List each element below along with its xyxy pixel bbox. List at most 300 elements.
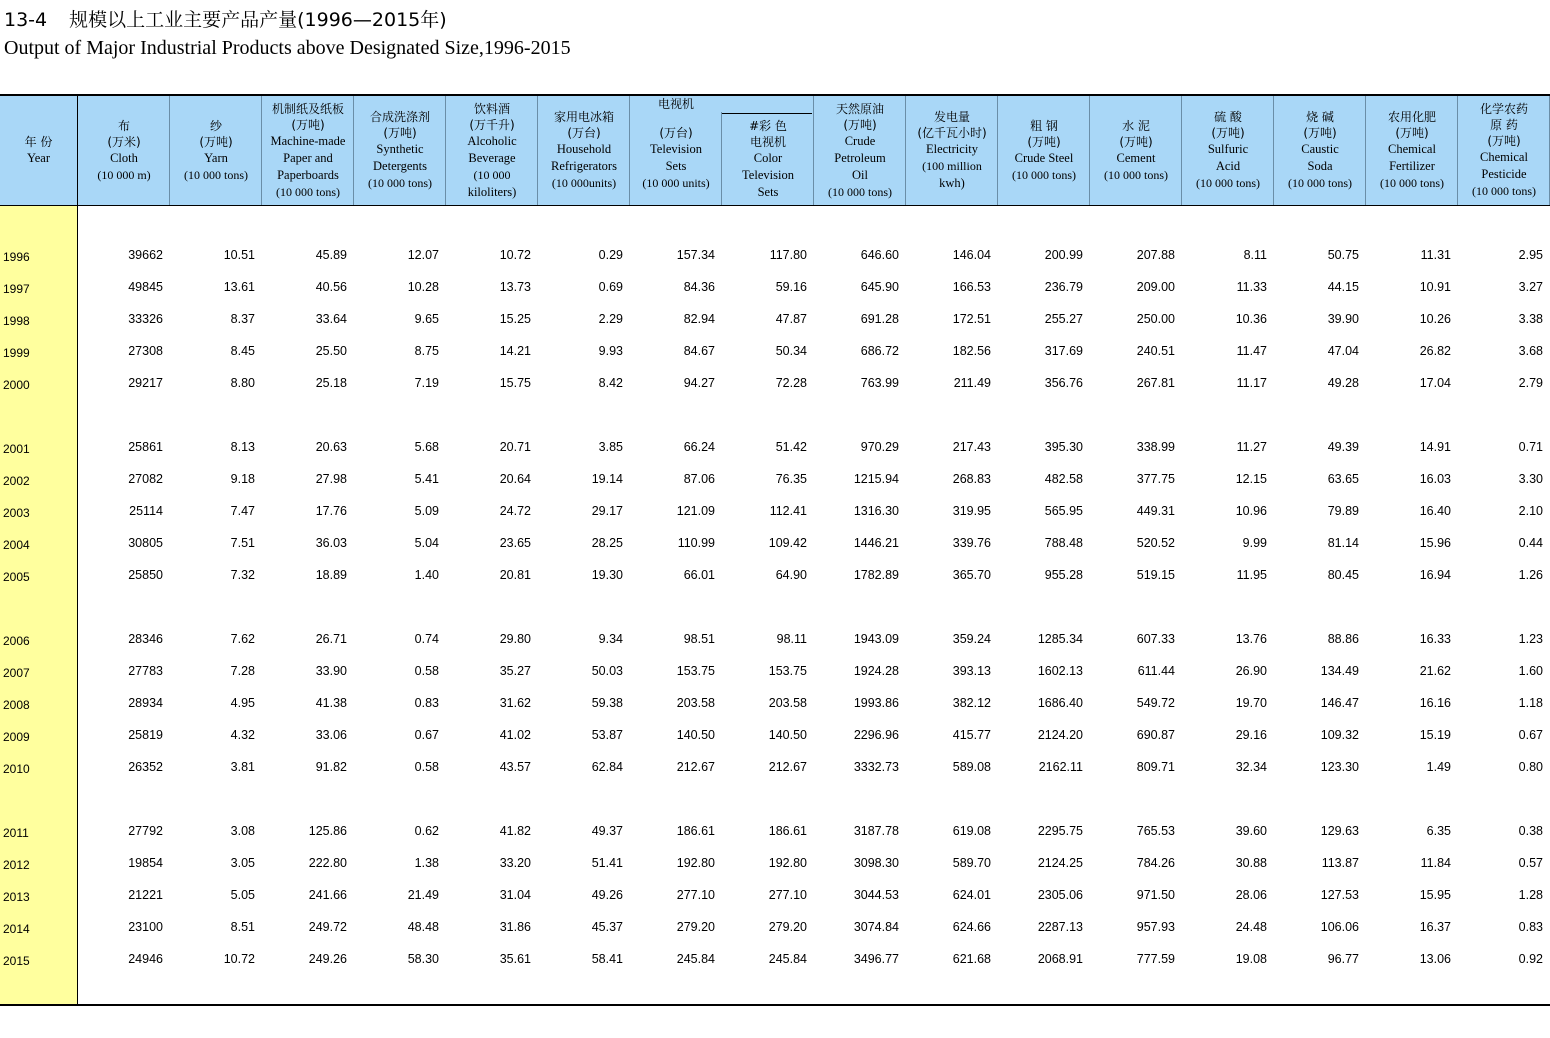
value-cell: 45.89 bbox=[315, 248, 347, 262]
value-cell: 32.34 bbox=[1235, 760, 1267, 774]
value-cell: 8.13 bbox=[230, 440, 255, 454]
value-cell: 7.19 bbox=[414, 376, 439, 390]
value-cell: 277.10 bbox=[676, 888, 715, 902]
value-cell: 113.87 bbox=[1321, 856, 1359, 870]
value-cell: 62.84 bbox=[591, 760, 623, 774]
value-cell: 1993.86 bbox=[853, 696, 899, 710]
value-cell: 26.90 bbox=[1235, 664, 1267, 678]
value-cell: 33.20 bbox=[499, 856, 531, 870]
table-row bbox=[0, 718, 1550, 750]
value-cell: 2124.20 bbox=[1037, 728, 1083, 742]
value-cell: 1285.34 bbox=[1037, 632, 1083, 646]
value-cell: 72.28 bbox=[775, 376, 807, 390]
value-cell: 29.17 bbox=[591, 504, 623, 518]
table-row bbox=[0, 686, 1550, 718]
value-cell: 19.08 bbox=[1235, 952, 1267, 966]
value-cell: 15.25 bbox=[499, 312, 531, 326]
value-cell: 16.33 bbox=[1419, 632, 1451, 646]
value-cell: 192.80 bbox=[676, 856, 715, 870]
value-cell: 203.58 bbox=[676, 696, 715, 710]
value-cell: 109.32 bbox=[1320, 728, 1359, 742]
value-cell: 10.91 bbox=[1419, 280, 1451, 294]
value-cell: 25861 bbox=[128, 440, 163, 454]
value-cell: 12.07 bbox=[407, 248, 439, 262]
value-cell: 59.16 bbox=[775, 280, 807, 294]
value-cell: 59.38 bbox=[591, 696, 623, 710]
column-header-line: (亿千瓦小时) bbox=[917, 126, 987, 140]
value-cell: 236.79 bbox=[1044, 280, 1083, 294]
column-header-14 bbox=[1274, 96, 1366, 205]
table-number: 13-4 bbox=[4, 9, 48, 31]
value-cell: 35.27 bbox=[499, 664, 531, 678]
column-header-line: Television bbox=[650, 142, 702, 156]
value-cell: 646.60 bbox=[860, 248, 899, 262]
value-cell: 58.41 bbox=[591, 952, 623, 966]
value-cell: 8.45 bbox=[230, 344, 255, 358]
value-cell: 3098.30 bbox=[853, 856, 899, 870]
value-cell: 50.03 bbox=[591, 664, 623, 678]
column-header-line: Crude bbox=[844, 133, 876, 148]
value-cell: 49.39 bbox=[1327, 440, 1359, 454]
value-cell: 415.77 bbox=[952, 728, 991, 742]
column-header-line: (万千升) bbox=[469, 117, 515, 132]
column-header-line: Sets bbox=[757, 185, 779, 199]
column-header-15 bbox=[1366, 96, 1458, 205]
value-cell: 519.15 bbox=[1136, 568, 1175, 582]
value-cell: 482.58 bbox=[1044, 472, 1083, 486]
value-cell: 91.82 bbox=[315, 760, 347, 774]
value-cell: 21.62 bbox=[1419, 664, 1451, 678]
value-cell: 21.49 bbox=[407, 888, 439, 902]
value-cell: 0.58 bbox=[414, 760, 439, 774]
value-cell: 11.17 bbox=[1236, 376, 1267, 390]
value-cell: 112.41 bbox=[769, 504, 807, 518]
value-cell: 619.08 bbox=[952, 824, 991, 838]
value-cell: 134.49 bbox=[1320, 664, 1359, 678]
column-header-line: Machine-made bbox=[270, 133, 346, 148]
value-cell: 23.65 bbox=[499, 536, 531, 550]
value-cell: 16.40 bbox=[1419, 504, 1451, 518]
value-cell: 40.56 bbox=[315, 280, 347, 294]
value-cell: 11.33 bbox=[1236, 280, 1267, 294]
value-cell: 20.64 bbox=[499, 472, 531, 486]
value-cell: 5.05 bbox=[230, 888, 255, 902]
column-header-line: Crude Steel bbox=[1014, 150, 1074, 165]
column-header-line: (10 000 bbox=[473, 167, 511, 182]
value-cell: 2162.11 bbox=[1038, 760, 1083, 774]
year-cell: 2012 bbox=[3, 858, 30, 872]
column-header-line: (万吨) bbox=[383, 126, 417, 140]
value-cell: 784.26 bbox=[1136, 856, 1175, 870]
table-row bbox=[0, 462, 1550, 494]
value-cell: 25850 bbox=[128, 568, 163, 582]
value-cell: 11.84 bbox=[1420, 856, 1451, 870]
value-cell: 690.87 bbox=[1136, 728, 1175, 742]
value-cell: 10.51 bbox=[223, 248, 255, 262]
column-header-line: 原 药 bbox=[1490, 118, 1518, 132]
column-header-line: (万吨) bbox=[1487, 134, 1521, 148]
value-cell: 0.44 bbox=[1518, 536, 1543, 550]
value-cell: 1446.21 bbox=[853, 536, 899, 550]
value-cell: 2.79 bbox=[1518, 376, 1543, 390]
value-cell: 200.99 bbox=[1044, 248, 1083, 262]
value-cell: 3.30 bbox=[1518, 472, 1543, 486]
value-cell: 30.88 bbox=[1235, 856, 1267, 870]
year-cell: 1998 bbox=[3, 314, 30, 328]
value-cell: 5.04 bbox=[414, 536, 439, 550]
year-cell: 2003 bbox=[3, 506, 30, 520]
column-header-line: Fertilizer bbox=[1389, 159, 1435, 173]
value-cell: 20.81 bbox=[499, 568, 531, 582]
value-cell: 76.35 bbox=[775, 472, 807, 486]
value-cell: 7.47 bbox=[230, 504, 255, 518]
value-cell: 49.37 bbox=[591, 824, 623, 838]
column-header-line: Refrigerators bbox=[551, 159, 617, 173]
column-header-line: Color bbox=[753, 151, 783, 165]
table-row bbox=[0, 366, 1550, 398]
column-header-line: 合成洗涤剂 bbox=[369, 110, 430, 124]
value-cell: 15.75 bbox=[499, 376, 531, 390]
value-cell: 277.10 bbox=[768, 888, 807, 902]
value-cell: 26.82 bbox=[1419, 344, 1451, 358]
value-cell: 10.96 bbox=[1235, 504, 1267, 518]
value-cell: 2.10 bbox=[1518, 504, 1543, 518]
value-cell: 9.65 bbox=[414, 312, 439, 326]
column-header-7 bbox=[630, 112, 722, 205]
year-cell: 2000 bbox=[3, 378, 30, 392]
year-cell: 2010 bbox=[3, 762, 30, 776]
value-cell: 549.72 bbox=[1136, 696, 1175, 710]
value-cell: 7.51 bbox=[230, 536, 255, 550]
column-header-line: 发电量 bbox=[933, 110, 970, 124]
table-row bbox=[0, 654, 1550, 686]
value-cell: 393.13 bbox=[952, 664, 991, 678]
table-title-cn bbox=[4, 5, 447, 32]
table-row bbox=[0, 942, 1550, 974]
column-header-line: Petroleum bbox=[834, 150, 886, 165]
value-cell: 50.75 bbox=[1327, 248, 1359, 262]
value-cell: 11.95 bbox=[1236, 568, 1267, 582]
value-cell: 186.61 bbox=[768, 824, 807, 838]
value-cell: 24.72 bbox=[499, 504, 531, 518]
table-row bbox=[0, 622, 1550, 654]
value-cell: 1.60 bbox=[1518, 664, 1543, 678]
column-header-line: 水 泥 bbox=[1122, 118, 1150, 133]
value-cell: 82.94 bbox=[683, 312, 715, 326]
value-cell: 565.95 bbox=[1044, 504, 1083, 518]
value-cell: 51.42 bbox=[775, 440, 807, 454]
column-header-line: Sulfuric bbox=[1207, 142, 1249, 156]
value-cell: 356.76 bbox=[1044, 376, 1083, 390]
column-header-line: (万吨) bbox=[1119, 134, 1153, 149]
value-cell: 15.96 bbox=[1419, 536, 1451, 550]
column-header-10 bbox=[906, 96, 998, 205]
value-cell: 98.11 bbox=[776, 632, 807, 646]
value-cell: 624.01 bbox=[952, 888, 991, 902]
column-header-line: Synthetic bbox=[376, 142, 424, 156]
value-cell: 26.71 bbox=[315, 632, 347, 646]
table-row bbox=[0, 526, 1550, 558]
column-header-line: Caustic bbox=[1301, 142, 1339, 156]
value-cell: 146.47 bbox=[1320, 696, 1359, 710]
column-header-line: Cloth bbox=[110, 150, 138, 165]
table-row bbox=[0, 238, 1550, 270]
value-cell: 29.16 bbox=[1235, 728, 1267, 742]
value-cell: 11.47 bbox=[1236, 344, 1267, 358]
value-cell: 2287.13 bbox=[1037, 920, 1083, 934]
column-header-line: (万台) bbox=[567, 126, 601, 140]
value-cell: 0.80 bbox=[1518, 760, 1543, 774]
column-header-line: (10 000 tons) bbox=[1196, 176, 1260, 190]
value-cell: 1.18 bbox=[1518, 696, 1543, 710]
year-cell: 2014 bbox=[3, 922, 30, 936]
value-cell: 8.42 bbox=[598, 376, 623, 390]
column-header-line: (万吨) bbox=[1395, 126, 1429, 140]
value-cell: 157.34 bbox=[676, 248, 715, 262]
column-header-line: Paperboards bbox=[277, 167, 339, 182]
value-cell: 240.51 bbox=[1136, 344, 1175, 358]
value-cell: 33326 bbox=[128, 312, 163, 326]
column-header-line: 饮料酒 bbox=[473, 101, 510, 116]
value-cell: 35.61 bbox=[499, 952, 531, 966]
column-header-9 bbox=[814, 96, 906, 205]
value-cell: 13.73 bbox=[499, 280, 531, 294]
value-cell: 80.45 bbox=[1327, 568, 1359, 582]
value-cell: 28934 bbox=[128, 696, 163, 710]
value-cell: 4.32 bbox=[230, 728, 255, 742]
value-cell: 9.18 bbox=[230, 472, 255, 486]
year-header-cn: 年 份 bbox=[24, 135, 53, 149]
value-cell: 182.56 bbox=[952, 344, 991, 358]
value-cell: 153.75 bbox=[676, 664, 715, 678]
value-cell: 763.99 bbox=[860, 376, 899, 390]
table-row bbox=[0, 750, 1550, 782]
value-cell: 8.37 bbox=[230, 312, 255, 326]
value-cell: 15.95 bbox=[1419, 888, 1451, 902]
value-cell: 2068.91 bbox=[1037, 952, 1083, 966]
column-header-line: 电视机 bbox=[749, 135, 786, 149]
value-cell: 1924.28 bbox=[853, 664, 899, 678]
value-cell: 39662 bbox=[128, 248, 163, 262]
value-cell: 0.62 bbox=[414, 824, 439, 838]
value-cell: 5.68 bbox=[414, 440, 439, 454]
value-cell: 382.12 bbox=[952, 696, 991, 710]
value-cell: 377.75 bbox=[1136, 472, 1175, 486]
table-row bbox=[0, 878, 1550, 910]
value-cell: 109.42 bbox=[768, 536, 807, 550]
value-cell: 1.49 bbox=[1426, 760, 1451, 774]
value-cell: 96.77 bbox=[1327, 952, 1359, 966]
value-cell: 0.67 bbox=[414, 728, 439, 742]
value-cell: 166.53 bbox=[952, 280, 991, 294]
column-header-line: (万吨) bbox=[1211, 126, 1245, 140]
value-cell: 317.69 bbox=[1044, 344, 1083, 358]
value-cell: 25.18 bbox=[315, 376, 347, 390]
value-cell: 1316.30 bbox=[853, 504, 899, 518]
column-header-line: 化学农药 bbox=[1479, 102, 1528, 116]
value-cell: 29217 bbox=[128, 376, 163, 390]
column-header-line: (万吨) bbox=[199, 134, 233, 149]
value-cell: 186.61 bbox=[676, 824, 715, 838]
year-cell: 2006 bbox=[3, 634, 30, 648]
value-cell: 64.90 bbox=[775, 568, 807, 582]
column-header-line: Detergents bbox=[373, 159, 427, 173]
column-header-line: 布 bbox=[117, 118, 130, 133]
value-cell: 27783 bbox=[128, 664, 163, 678]
value-cell: 0.69 bbox=[598, 280, 623, 294]
column-header-line: kwh) bbox=[939, 176, 965, 190]
column-header-line: (万米) bbox=[107, 134, 141, 149]
value-cell: 19.70 bbox=[1235, 696, 1267, 710]
value-cell: 84.36 bbox=[683, 280, 715, 294]
value-cell: 140.50 bbox=[768, 728, 807, 742]
value-cell: 3044.53 bbox=[853, 888, 899, 902]
value-cell: 2305.06 bbox=[1037, 888, 1083, 902]
value-cell: 7.32 bbox=[230, 568, 255, 582]
table-row bbox=[0, 430, 1550, 462]
column-header-line: (10 000 tons) bbox=[828, 184, 892, 199]
value-cell: 10.28 bbox=[407, 280, 439, 294]
column-header-line: (10 000units) bbox=[551, 176, 617, 190]
table-row bbox=[0, 334, 1550, 366]
value-cell: 8.51 bbox=[230, 920, 255, 934]
value-cell: 29.80 bbox=[499, 632, 531, 646]
column-header-5 bbox=[446, 96, 538, 205]
value-cell: 27.98 bbox=[315, 472, 347, 486]
value-cell: 8.11 bbox=[1243, 248, 1267, 262]
value-cell: 33.90 bbox=[315, 664, 347, 678]
value-cell: 0.83 bbox=[414, 696, 439, 710]
value-cell: 12.15 bbox=[1235, 472, 1267, 486]
value-cell: 279.20 bbox=[676, 920, 715, 934]
table-row bbox=[0, 910, 1550, 942]
value-cell: 27308 bbox=[128, 344, 163, 358]
value-cell: 250.00 bbox=[1136, 312, 1175, 326]
value-cell: 94.27 bbox=[683, 376, 715, 390]
value-cell: 268.83 bbox=[952, 472, 991, 486]
value-cell: 129.63 bbox=[1320, 824, 1359, 838]
value-cell: 809.71 bbox=[1136, 760, 1175, 774]
value-cell: 0.57 bbox=[1518, 856, 1543, 870]
value-cell: 31.62 bbox=[499, 696, 531, 710]
value-cell: 0.58 bbox=[414, 664, 439, 678]
value-cell: 20.71 bbox=[499, 440, 531, 454]
value-cell: 19.14 bbox=[591, 472, 623, 486]
value-cell: 10.26 bbox=[1419, 312, 1451, 326]
value-cell: 49.28 bbox=[1327, 376, 1359, 390]
column-header-line: Chemical bbox=[1480, 150, 1528, 164]
column-header-line: (10 000 tons) bbox=[368, 176, 432, 190]
value-cell: 3074.84 bbox=[853, 920, 899, 934]
value-cell: 339.76 bbox=[952, 536, 991, 550]
value-cell: 49.26 bbox=[591, 888, 623, 902]
value-cell: 106.06 bbox=[1320, 920, 1359, 934]
value-cell: 0.74 bbox=[414, 632, 439, 646]
column-header-line: Cement bbox=[1116, 150, 1156, 165]
value-cell: 212.67 bbox=[768, 760, 807, 774]
column-header-line: Soda bbox=[1307, 159, 1333, 173]
column-header-2 bbox=[170, 96, 262, 205]
value-cell: 28.06 bbox=[1235, 888, 1267, 902]
value-cell: 0.92 bbox=[1518, 952, 1543, 966]
value-cell: 88.86 bbox=[1327, 632, 1359, 646]
column-header-line: (10 000 tons) bbox=[1288, 176, 1352, 190]
value-cell: 245.84 bbox=[676, 952, 715, 966]
value-cell: 17.76 bbox=[315, 504, 347, 518]
value-cell: 3496.77 bbox=[853, 952, 899, 966]
value-cell: 121.09 bbox=[676, 504, 715, 518]
value-cell: 449.31 bbox=[1136, 504, 1175, 518]
value-cell: 14.91 bbox=[1419, 440, 1451, 454]
value-cell: 777.59 bbox=[1136, 952, 1175, 966]
value-cell: 8.75 bbox=[414, 344, 439, 358]
year-cell: 1999 bbox=[3, 346, 30, 360]
value-cell: 21221 bbox=[128, 888, 163, 902]
value-cell: 611.44 bbox=[1137, 664, 1175, 678]
column-header-line: (10 000 tons) bbox=[1012, 167, 1076, 182]
value-cell: 245.84 bbox=[768, 952, 807, 966]
value-cell: 140.50 bbox=[676, 728, 715, 742]
value-cell: 2.95 bbox=[1518, 248, 1543, 262]
value-cell: 211.49 bbox=[953, 376, 991, 390]
value-cell: 31.04 bbox=[499, 888, 531, 902]
value-cell: 19854 bbox=[128, 856, 163, 870]
column-header-line: (10 000 units) bbox=[642, 176, 710, 190]
year-cell: 2004 bbox=[3, 538, 30, 552]
value-cell: 0.67 bbox=[1518, 728, 1543, 742]
column-header-line: (万吨) bbox=[1303, 126, 1337, 140]
table-row bbox=[0, 814, 1550, 846]
column-header-11 bbox=[998, 96, 1090, 205]
value-cell: 31.86 bbox=[499, 920, 531, 934]
value-cell: 2.29 bbox=[598, 312, 623, 326]
value-cell: 0.71 bbox=[1518, 440, 1543, 454]
value-cell: 7.28 bbox=[230, 664, 255, 678]
year-column-header bbox=[0, 96, 77, 205]
value-cell: 25.50 bbox=[315, 344, 347, 358]
value-cell: 645.90 bbox=[860, 280, 899, 294]
value-cell: 49845 bbox=[128, 280, 163, 294]
value-cell: 0.83 bbox=[1518, 920, 1543, 934]
value-cell: 44.15 bbox=[1327, 280, 1359, 294]
value-cell: 36.03 bbox=[315, 536, 347, 550]
column-header-line: 农用化肥 bbox=[1387, 110, 1436, 124]
column-header-line: Pesticide bbox=[1481, 167, 1527, 181]
column-header-line: Beverage bbox=[468, 150, 516, 165]
value-cell: 39.60 bbox=[1235, 824, 1267, 838]
year-cell: 2013 bbox=[3, 890, 30, 904]
value-cell: 3.05 bbox=[230, 856, 255, 870]
table-row bbox=[0, 558, 1550, 590]
value-cell: 3332.73 bbox=[853, 760, 899, 774]
value-cell: 955.28 bbox=[1044, 568, 1083, 582]
value-cell: 27082 bbox=[128, 472, 163, 486]
column-header-line: kiloliters) bbox=[467, 184, 517, 199]
year-cell: 1996 bbox=[3, 250, 30, 264]
table-row bbox=[0, 846, 1550, 878]
value-cell: 9.99 bbox=[1242, 536, 1267, 550]
column-header-16 bbox=[1458, 96, 1550, 205]
value-cell: 203.58 bbox=[768, 696, 807, 710]
value-cell: 66.01 bbox=[683, 568, 715, 582]
value-cell: 19.30 bbox=[591, 568, 623, 582]
value-cell: 17.04 bbox=[1419, 376, 1451, 390]
column-header-line: Sets bbox=[665, 159, 687, 173]
column-header-line: (10 000 tons) bbox=[276, 184, 340, 199]
value-cell: 172.51 bbox=[952, 312, 991, 326]
year-cell: 1997 bbox=[3, 282, 30, 296]
bottom-rule bbox=[0, 1004, 1550, 1006]
